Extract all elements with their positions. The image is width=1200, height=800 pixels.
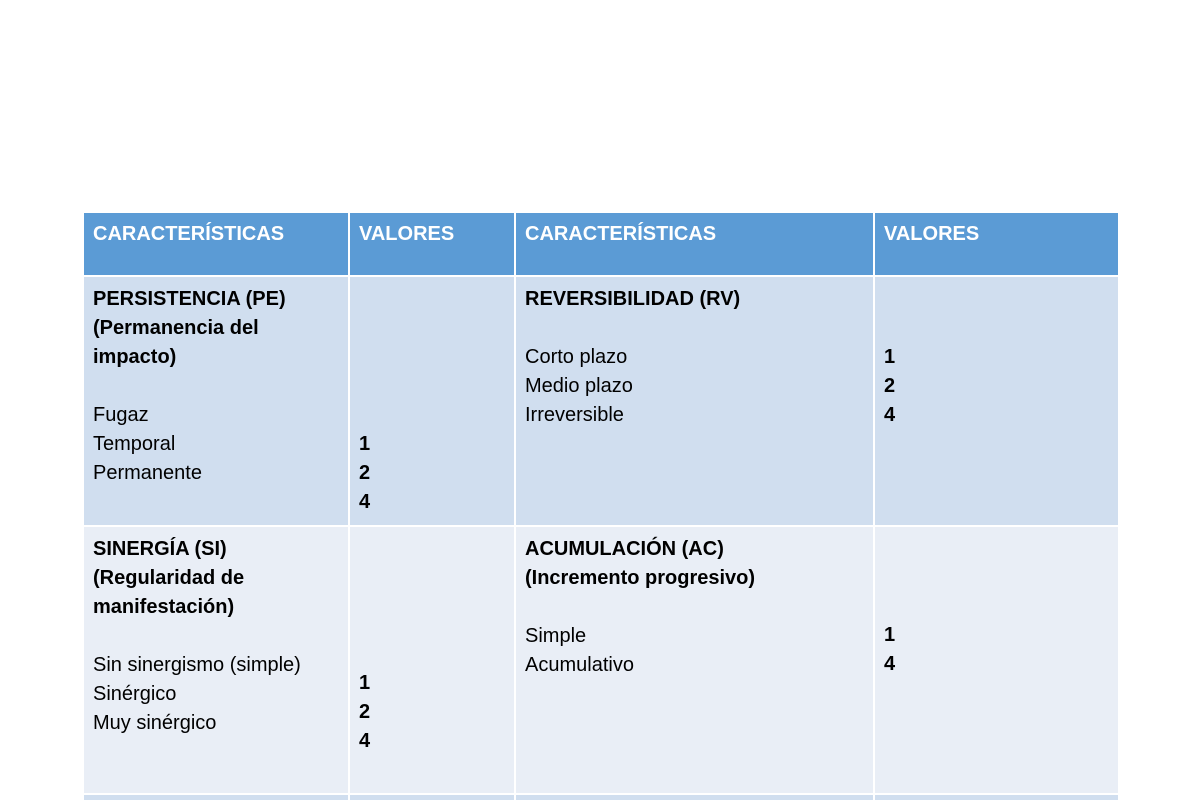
option-sinergico: Sinérgico: [93, 683, 177, 705]
empty-cell: [83, 794, 349, 800]
option-fugaz: Fugaz: [93, 404, 149, 426]
sinergia-values: [359, 535, 505, 756]
option-irreversible: Irreversible: [525, 404, 624, 426]
impact-evaluation-table: [82, 211, 1120, 800]
option-corto-plazo: Corto plazo: [525, 346, 628, 368]
empty-cell: [874, 794, 1119, 800]
sinergia-values-cell: [349, 526, 515, 794]
table-row: [83, 526, 1119, 794]
sinergia-cell: [83, 526, 349, 794]
value-1: 1: [884, 624, 896, 646]
value-4: 4: [359, 491, 371, 513]
option-acumulativo: Acumulativo: [525, 654, 634, 676]
value-2: 2: [359, 462, 371, 484]
value-1: 1: [359, 672, 371, 694]
option-medio-plazo: Medio plazo: [525, 375, 633, 397]
value-4: 4: [884, 404, 896, 426]
empty-cell: [515, 794, 874, 800]
table-row: [83, 276, 1119, 526]
persistencia-values: [359, 285, 505, 517]
header-valores-1: VALORES: [349, 212, 515, 276]
value-2: 2: [359, 701, 371, 723]
option-simple: Simple: [525, 625, 587, 647]
option-sin-sinergismo: Sin sinergismo (simple): [93, 654, 301, 676]
reversibilidad-title: REVERSIBILIDAD (RV): [525, 288, 741, 310]
header-caracteristicas-1: CARACTERÍSTICAS: [83, 212, 349, 276]
option-temporal: Temporal: [93, 433, 176, 455]
value-1: 1: [884, 346, 896, 368]
header-valores-2: VALORES: [874, 212, 1119, 276]
header-caracteristicas-2: CARACTERÍSTICAS: [515, 212, 874, 276]
sinergia-subtitle: (Regularidad de manifestación): [93, 567, 245, 618]
table-row: [83, 794, 1119, 800]
acumulacion-subtitle: (Incremento progresivo): [525, 567, 756, 589]
persistencia-title: PERSISTENCIA (PE): [93, 288, 286, 310]
value-2: 2: [884, 375, 896, 397]
value-4: 4: [884, 653, 896, 675]
sinergia-title: SINERGÍA (SI): [93, 538, 227, 560]
persistencia-values-cell: [349, 276, 515, 526]
reversibilidad-values-cell: [874, 276, 1119, 526]
option-muy-sinergico: Muy sinérgico: [93, 712, 217, 734]
value-1: 1: [359, 433, 371, 455]
acumulacion-cell: [515, 526, 874, 794]
table-header-row: [83, 212, 1119, 276]
acumulacion-values-cell: [874, 526, 1119, 794]
persistencia-subtitle: (Permanencia del impacto): [93, 317, 259, 368]
acumulacion-values: [884, 535, 1109, 679]
acumulacion-title: ACUMULACIÓN (AC): [525, 538, 724, 560]
option-permanente: Permanente: [93, 462, 202, 484]
empty-cell: [349, 794, 515, 800]
reversibilidad-cell: [515, 276, 874, 526]
persistencia-cell: [83, 276, 349, 526]
reversibilidad-values: [884, 285, 1109, 430]
value-4: 4: [359, 730, 371, 752]
